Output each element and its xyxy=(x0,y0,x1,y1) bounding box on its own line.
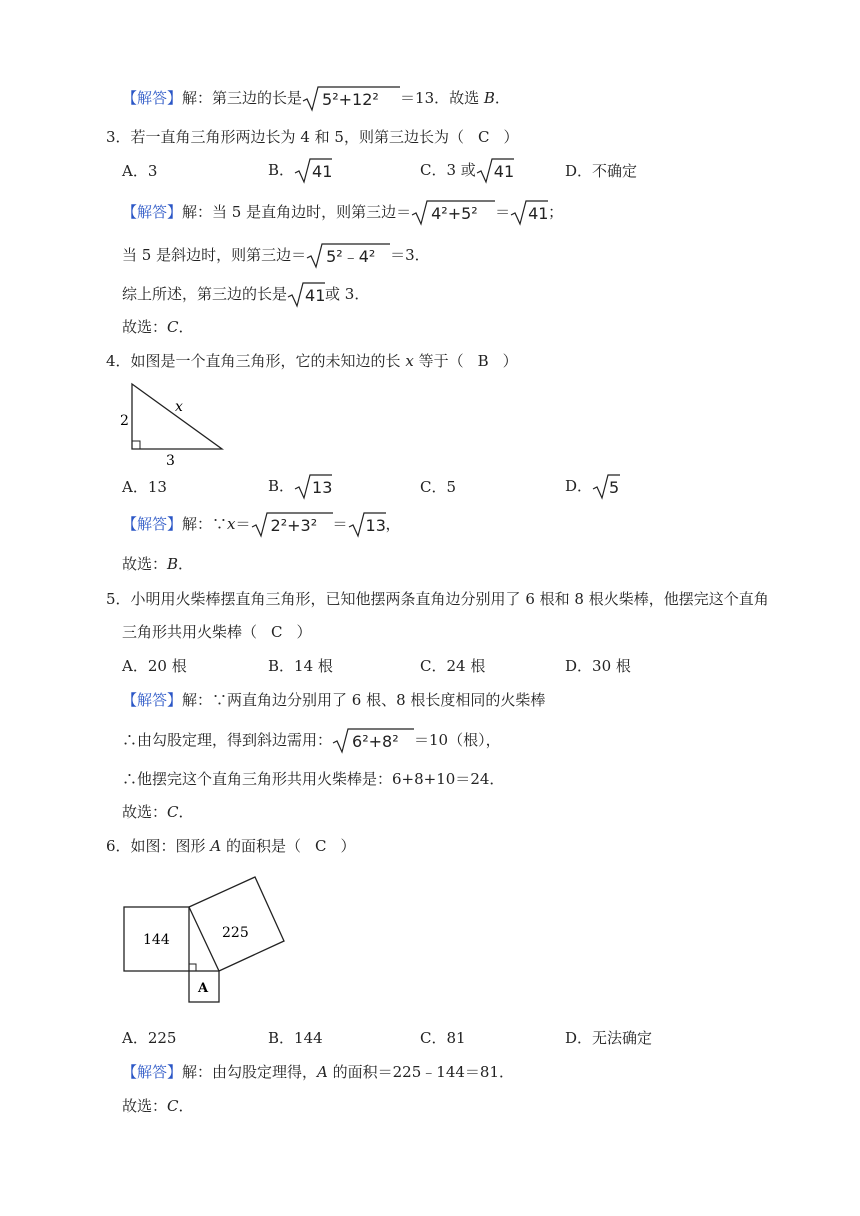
radicand: 41 xyxy=(493,162,515,181)
question-text: ） xyxy=(340,837,356,855)
answer-letter: B xyxy=(477,352,489,370)
option-text: B．144 xyxy=(268,1029,323,1047)
question-number: 5． xyxy=(106,590,131,608)
option-text: C．3 或 xyxy=(420,161,476,179)
question-number: 3． xyxy=(106,128,131,146)
side-label-hypotenuse: x xyxy=(175,399,183,415)
solution-text: 故选： xyxy=(122,1097,168,1115)
right-angle-mark xyxy=(189,964,196,971)
radicand: 5²﹣4² xyxy=(326,247,376,266)
q3-solution-line-1 xyxy=(122,200,563,226)
solution-text: ． xyxy=(178,803,194,821)
question-text: 的面积是（ xyxy=(221,837,301,855)
solution-text: 当 5 是斜边时，则第三边＝ xyxy=(122,246,307,264)
solution-text: ＝10（根）， xyxy=(414,731,501,749)
option-text: B． xyxy=(268,161,295,179)
q2-solution-line xyxy=(122,86,510,112)
variable: x xyxy=(405,352,414,370)
triangle xyxy=(132,384,222,449)
question-6-stem xyxy=(106,835,355,857)
q5-solution-line-2 xyxy=(122,728,501,754)
option-text: D．30 根 xyxy=(565,657,631,675)
choice-letter: B xyxy=(483,89,495,107)
solution-text: 故选： xyxy=(122,803,168,821)
radical xyxy=(294,158,332,184)
solution-tag: 【解答】 xyxy=(122,1063,183,1081)
question-4-stem xyxy=(106,350,518,372)
solution-text: 解：由勾股定理得， xyxy=(182,1063,318,1081)
solution-text: ＝ xyxy=(235,515,251,533)
radicand: 41 xyxy=(305,286,326,305)
question-number: 4． xyxy=(106,352,131,370)
variable: A xyxy=(210,837,222,855)
question-5-stem-line-2 xyxy=(122,621,312,643)
option-b xyxy=(268,1027,323,1049)
option-text: A．20 根 xyxy=(122,657,187,675)
solution-text: 解：当 5 是直角边时，则第三边＝ xyxy=(182,203,412,221)
solution-tag: 【解答】 xyxy=(122,691,183,709)
variable: A xyxy=(317,1063,328,1081)
q6-solution-line-2 xyxy=(122,1095,194,1117)
option-c xyxy=(420,1027,466,1049)
option-c xyxy=(420,476,456,498)
radicand: 5²+12² xyxy=(322,90,379,109)
radical xyxy=(251,512,333,538)
radicand: 13 xyxy=(365,516,386,535)
radicand: 2²+3² xyxy=(270,516,318,535)
pythagoras-squares-figure xyxy=(118,870,293,1010)
solution-text: 故选： xyxy=(122,555,168,573)
solution-text: ∴他摆完这个直角三角形共用火柴棒是：6+8+10＝24． xyxy=(122,770,505,788)
radicand: 13 xyxy=(312,478,333,497)
question-text: 如图：图形 xyxy=(130,837,211,855)
option-c xyxy=(420,655,485,677)
radicand: 41 xyxy=(528,204,549,223)
option-d xyxy=(565,655,631,677)
option-d xyxy=(565,474,620,500)
option-a xyxy=(122,655,187,677)
radical xyxy=(287,282,325,308)
solution-text: ； xyxy=(548,203,564,221)
solution-text: 解：∵ xyxy=(182,515,228,533)
solution-text: ＝13．故选 xyxy=(400,89,484,107)
option-d xyxy=(565,1027,652,1049)
radicand: 6²+8² xyxy=(352,732,399,751)
option-text: D． xyxy=(565,477,593,495)
side-label-left: 2 xyxy=(120,413,129,429)
q5-solution-line-3 xyxy=(122,768,504,790)
question-text: 三角形共用火柴棒（ xyxy=(122,623,258,641)
answer-letter: C xyxy=(314,837,327,855)
q6-solution-line-1 xyxy=(122,1061,514,1083)
radical xyxy=(476,158,514,184)
q5-solution-line-1 xyxy=(122,689,545,711)
square-label-225: 225 xyxy=(222,925,249,941)
radicand: 5 xyxy=(609,478,620,497)
option-text: B． xyxy=(268,477,295,495)
radical xyxy=(332,728,414,754)
radicand: 41 xyxy=(312,162,333,181)
solution-tag: 【解答】 xyxy=(122,515,183,533)
solution-text: ． xyxy=(178,555,194,573)
radicand: 4²+5² xyxy=(431,204,478,223)
solution-text: ． xyxy=(178,318,194,336)
solution-text: ∴由勾股定理，得到斜边需用： xyxy=(122,731,333,749)
square-label-144: 144 xyxy=(143,932,170,948)
option-text: A．225 xyxy=(122,1029,177,1047)
question-5-stem-line-1 xyxy=(106,588,769,610)
option-d xyxy=(565,160,637,182)
q3-solution-line-4 xyxy=(122,316,194,338)
right-angle-mark xyxy=(132,441,140,449)
solution-text: 综上所述，第三边的长是 xyxy=(122,285,288,303)
radical xyxy=(302,86,400,112)
q4-solution-line-2 xyxy=(122,553,193,575)
radical xyxy=(592,474,620,500)
question-text: 等于（ xyxy=(413,352,464,370)
solution-text: ． xyxy=(494,89,510,107)
option-a xyxy=(122,160,157,182)
option-text: D．无法确定 xyxy=(565,1029,653,1047)
radical xyxy=(348,512,386,538)
question-number: 6． xyxy=(106,837,131,855)
solution-text: 解：第三边的长是 xyxy=(182,89,303,107)
option-text: C．24 根 xyxy=(420,657,486,675)
option-b xyxy=(268,158,332,184)
option-text: A．3 xyxy=(122,162,158,180)
option-text: A．13 xyxy=(122,478,167,496)
option-text: B．14 根 xyxy=(268,657,333,675)
solution-tag: 【解答】 xyxy=(122,203,183,221)
option-text: D．不确定 xyxy=(565,162,638,180)
option-a xyxy=(122,476,167,498)
option-a xyxy=(122,1027,176,1049)
option-b xyxy=(268,474,332,500)
option-text: C．5 xyxy=(420,478,457,496)
choice-letter: C xyxy=(167,803,179,821)
solution-text: ＝3． xyxy=(390,246,430,264)
right-triangle-figure xyxy=(115,380,230,470)
choice-letter: C xyxy=(167,1097,179,1115)
answer-letter: C xyxy=(477,128,490,146)
question-text: ） xyxy=(296,623,312,641)
radical xyxy=(294,474,332,500)
question-text: 若一直角三角形两边长为 4 和 5，则第三边长为（ xyxy=(130,128,464,146)
question-3-stem xyxy=(106,126,518,148)
answer-letter: C xyxy=(271,623,283,641)
side-label-bottom: 3 xyxy=(166,453,175,469)
radical xyxy=(510,200,548,226)
square-label-a: A xyxy=(198,981,209,996)
solution-text: 故选： xyxy=(122,318,168,336)
solution-text: ＝ xyxy=(332,515,348,533)
question-text: ） xyxy=(502,352,518,370)
solution-text: 或 3． xyxy=(325,285,370,303)
variable: x xyxy=(227,515,236,533)
solution-text: ＝ xyxy=(495,203,511,221)
option-b xyxy=(268,655,333,677)
square-225 xyxy=(189,877,284,971)
radical xyxy=(306,243,390,269)
solution-text: 的面积＝225﹣144＝81． xyxy=(327,1063,514,1081)
choice-letter: B xyxy=(167,555,179,573)
solution-text: ． xyxy=(178,1097,194,1115)
question-text: 小明用火柴棒摆直角三角形，已知他摆两条直角边分别用了 6 根和 8 根火柴棒，他摆完这个直角 xyxy=(130,590,769,608)
solution-tag: 【解答】 xyxy=(122,89,183,107)
q5-solution-line-4 xyxy=(122,801,194,823)
option-c xyxy=(420,158,514,184)
radical xyxy=(411,200,495,226)
question-text: 如图是一个直角三角形，它的未知边的长 xyxy=(130,352,406,370)
choice-letter: C xyxy=(167,318,179,336)
solution-text: 解：∵两直角边分别用了 6 根、8 根长度相同的火柴棒 xyxy=(182,691,546,709)
solution-text: ， xyxy=(385,515,401,533)
q3-solution-line-3 xyxy=(122,282,369,308)
q3-solution-line-2 xyxy=(122,243,430,269)
q4-solution-line-1 xyxy=(122,512,401,538)
question-text: ） xyxy=(503,128,519,146)
option-text: C．81 xyxy=(420,1029,466,1047)
